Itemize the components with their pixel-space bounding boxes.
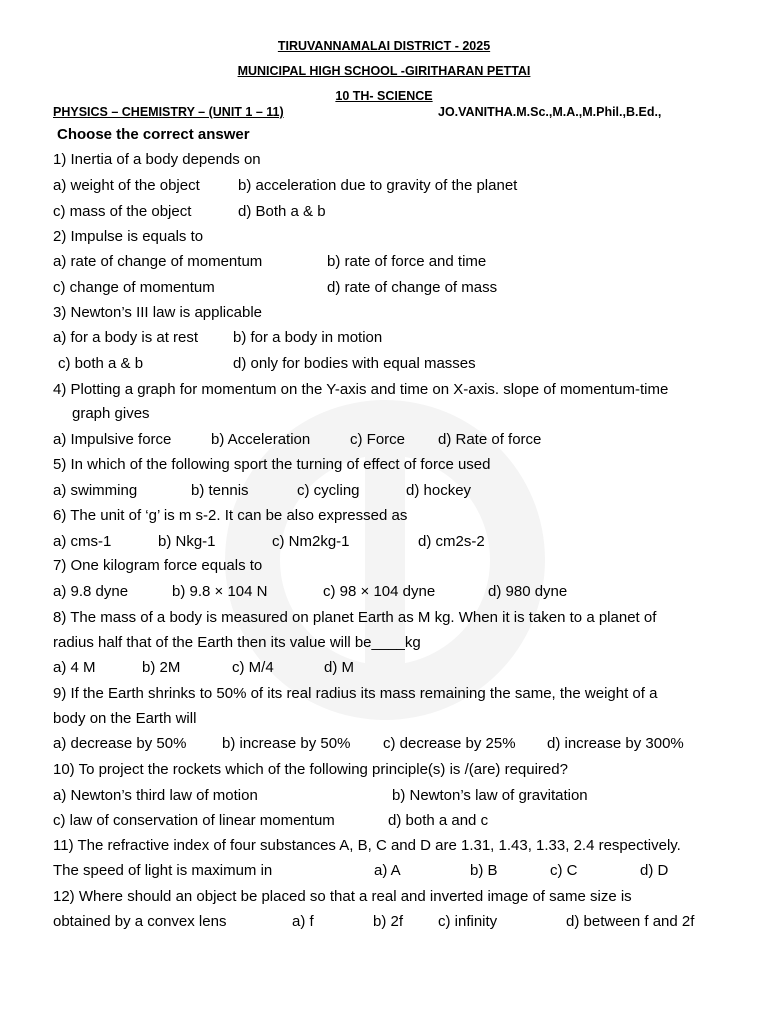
question-8-text: 8) The mass of a body is measured on planet Earth as M kg. When it is taken to a planet of bbox=[53, 609, 657, 626]
question-8-option-a: a) 4 M bbox=[53, 659, 96, 676]
question-12-option-b: b) 2f bbox=[373, 913, 404, 930]
question-2-text: 2) Impulse is equals to bbox=[53, 228, 204, 245]
question-3-option-c: c) both a & b bbox=[58, 355, 144, 372]
question-6-option-a: a) cms-1 bbox=[53, 533, 112, 550]
question-11-text-continued: The speed of light is maximum in bbox=[53, 862, 273, 879]
question-5-option-b: b) tennis bbox=[191, 482, 249, 499]
question-10-text: 10) To project the rockets which of the following principle(s) is /(are) required? bbox=[53, 761, 568, 778]
question-6-option-c: c) Nm2kg-1 bbox=[272, 533, 350, 550]
question-1-option-b: b) acceleration due to gravity of the planet bbox=[238, 177, 518, 194]
question-5-option-c: c) cycling bbox=[297, 482, 360, 499]
question-9-option-d: d) increase by 300% bbox=[547, 735, 684, 752]
question-1-option-d: d) Both a & b bbox=[238, 203, 326, 220]
question-3-option-d: d) only for bodies with equal masses bbox=[233, 355, 476, 372]
question-8-option-b: b) 2M bbox=[142, 659, 181, 676]
question-12-text-continued: obtained by a convex lens bbox=[53, 913, 227, 930]
question-11-option-c: c) C bbox=[550, 862, 578, 879]
question-7-option-b: b) 9.8 × 104 N bbox=[172, 583, 268, 600]
question-4-option-d: d) Rate of force bbox=[438, 431, 542, 448]
teacher-name: JO.VANITHA.M.Sc.,M.A.,M.Phil.,B.Ed., bbox=[438, 105, 662, 119]
question-6-option-b: b) Nkg-1 bbox=[158, 533, 216, 550]
question-1-option-c: c) mass of the object bbox=[53, 203, 192, 220]
question-11-option-d: d) D bbox=[640, 862, 669, 879]
question-2-option-a: a) rate of change of momentum bbox=[53, 253, 263, 270]
question-2-option-b: b) rate of force and time bbox=[327, 253, 487, 270]
question-12-option-d: d) between f and 2f bbox=[566, 913, 695, 930]
question-10-option-c: c) law of conservation of linear momentum bbox=[53, 812, 335, 829]
question-8-option-d: d) M bbox=[324, 659, 354, 676]
question-9-option-c: c) decrease by 25% bbox=[383, 735, 516, 752]
district-title: TIRUVANNAMALAI DISTRICT - 2025 bbox=[277, 39, 491, 53]
question-7-option-c: c) 98 × 104 dyne bbox=[323, 583, 436, 600]
question-5-option-a: a) swimming bbox=[53, 482, 138, 499]
question-4-text-continued: graph gives bbox=[72, 405, 150, 422]
question-3-option-a: a) for a body is at rest bbox=[53, 329, 199, 346]
question-10-option-d: d) both a and c bbox=[388, 812, 489, 829]
question-4-option-c: c) Force bbox=[350, 431, 406, 448]
question-6-option-d: d) cm2s-2 bbox=[418, 533, 485, 550]
question-7-option-a: a) 9.8 dyne bbox=[53, 583, 129, 600]
subject-line bbox=[53, 105, 678, 119]
subject-title: PHYSICS – CHEMISTRY – (UNIT 1 – 11) bbox=[53, 105, 284, 119]
question-10-option-b: b) Newton’s law of gravitation bbox=[392, 787, 588, 804]
question-4-option-b: b) Acceleration bbox=[211, 431, 311, 448]
class-title: 10 TH- SCIENCE bbox=[335, 89, 433, 103]
question-3-option-b: b) for a body in motion bbox=[233, 329, 383, 346]
question-2-option-d: d) rate of change of mass bbox=[327, 279, 498, 296]
question-6-text: 6) The unit of ‘g’ is m s-2. It can be also expressed as bbox=[53, 507, 408, 524]
question-7-option-d: d) 980 dyne bbox=[488, 583, 568, 600]
question-4-text: 4) Plotting a graph for momentum on the Y-axis and time on X-axis. slope of momentum-time bbox=[53, 381, 669, 398]
question-1-text: 1) Inertia of a body depends on bbox=[53, 151, 261, 168]
question-4-option-a: a) Impulsive force bbox=[53, 431, 172, 448]
question-8-text-continued: radius half that of the Earth then its value will be____kg bbox=[53, 634, 421, 651]
question-9-option-a: a) decrease by 50% bbox=[53, 735, 187, 752]
question-11-option-b: b) B bbox=[470, 862, 498, 879]
document-header bbox=[0, 38, 768, 113]
question-12-text: 12) Where should an object be placed so that a real and inverted image of same size is bbox=[53, 888, 632, 905]
question-9-text: 9) If the Earth shrinks to 50% of its real radius its mass remaining the same, the weight of a bbox=[53, 685, 658, 702]
school-name: MUNICIPAL HIGH SCHOOL -GIRITHARAN PETTAI bbox=[237, 64, 531, 78]
question-10-option-a: a) Newton’s third law of motion bbox=[53, 787, 258, 804]
question-3-text: 3) Newton’s III law is applicable bbox=[53, 304, 262, 321]
question-5-text: 5) In which of the following sport the turning of effect of force used bbox=[53, 456, 491, 473]
question-7-text: 7) One kilogram force equals to bbox=[53, 557, 263, 574]
question-9-option-b: b) increase by 50% bbox=[222, 735, 351, 752]
question-11-text: 11) The refractive index of four substances A, B, C and D are 1.31, 1.43, 1.33, 2.4 respectively. bbox=[53, 837, 681, 854]
question-5-option-d: d) hockey bbox=[406, 482, 472, 499]
question-12-option-a: a) f bbox=[292, 913, 314, 930]
question-12-option-c: c) infinity bbox=[438, 913, 498, 930]
question-8-option-c: c) M/4 bbox=[232, 659, 274, 676]
question-1-option-a: a) weight of the object bbox=[53, 177, 200, 194]
instruction: Choose the correct answer bbox=[57, 126, 250, 143]
question-9-text-continued: body on the Earth will bbox=[53, 710, 197, 727]
question-2-option-c: c) change of momentum bbox=[53, 279, 215, 296]
question-11-option-a: a) A bbox=[374, 862, 401, 879]
